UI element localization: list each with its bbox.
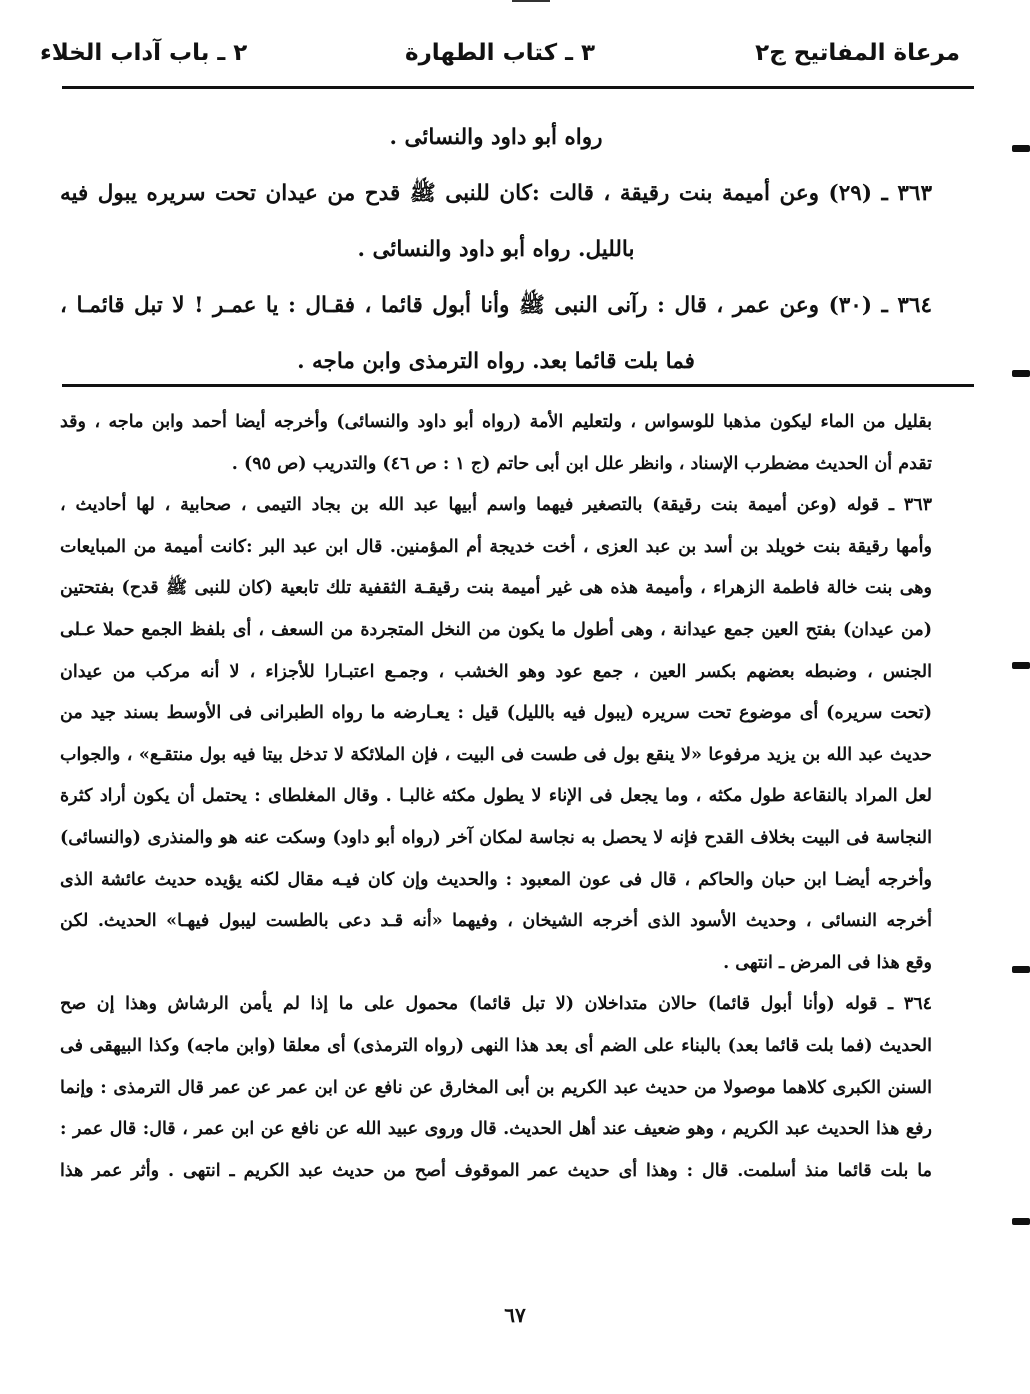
commentary-line: تقدم أن الحديث مضطرب الإسناد ، وانظر علل ابن أبى حاتم (ج ١ : ص ٤٦) والتدريب (ص ٩٥) . bbox=[231, 453, 932, 474]
commentary-line: وأخرجه أيضـا ابن حبان والحاكم ، قال فى عون المعبود : والحديث وإن كان فيـه مقال لكنه يؤيده حديث عائشة الذى bbox=[60, 869, 932, 890]
commentary-line: السنن الكبرى كلاهما موصولا من حديث عبد الكريم بن أبى المخارق عن نافع عن ابن عمر عن عمر قال الترمذى : وإنما bbox=[60, 1077, 932, 1098]
commentary-line: ما بلت قائما منذ أسلمت. قال : وهذا أى حديث عمر الموقوف أصح من حديث عبد الكريم ـ انتهى . وأثر عمر هذا bbox=[60, 1160, 932, 1181]
commentary-line: الجنس ، وضبطه بعضهم بكسر العين ، جمع عود وهو الخشب ، وجمـع اعتبـارا للأجزاء ، لا أنه مركب من عيدان bbox=[60, 661, 932, 682]
edge-mark bbox=[1012, 370, 1030, 377]
hadith-text bbox=[60, 110, 932, 390]
commentary-line: (من عيدان) بفتح العين جمع عيدانة ، وهى أطول ما يكون من النخل المتجردة من السعف ، أى بلفظ الجمع حملا عـلى bbox=[60, 619, 932, 640]
edge-mark bbox=[1012, 966, 1030, 973]
top-edge-mark bbox=[512, 0, 550, 2]
text-line: بالليل. رواه أبو داود والنسائى . bbox=[357, 237, 635, 262]
commentary-text bbox=[60, 402, 932, 1192]
page-number: ٦٧ bbox=[504, 1303, 526, 1327]
commentary-divider bbox=[62, 384, 974, 387]
commentary-line: الحديث (فما بلت قائما بعد) بالبناء على الضم أى بعد هذا النهى (رواه الترمذى) أى معلقا (وابن ماجه) وكذا البيهقى فى bbox=[60, 1035, 932, 1056]
commentary-line: وقع هذا فى المرض ـ انتهى . bbox=[723, 952, 932, 973]
commentary-line: وهى بنت خالة فاطمة الزهراء ، وأميمة هذه هى غير أميمة بنت رقيقـة الثقفية تلك تابعية (كان للنبى ﷺ قدح) بفتحتين bbox=[60, 578, 932, 599]
header-section: ٢ ـ باب آداب الخلاء bbox=[40, 40, 248, 66]
text-line: ٣٦٣ ـ (٢٩) وعن أميمة بنت رقيقة ، قالت :كان للنبى ﷺ قدح من عيدان تحت سريره يبول فيه bbox=[60, 181, 932, 206]
commentary-line: رفع هذا الحديث عبد الكريم ، وهو ضعيف عند أهل الحديث. قال وروى عبيد الله عن نافع عن ابن عمر ، قال: قال عمر : bbox=[60, 1119, 932, 1140]
edge-mark bbox=[1012, 662, 1030, 669]
header-chapter: ٣ ـ كتاب الطهارة bbox=[404, 40, 596, 66]
header-book-title: مرعاة المفاتيح ج٢ bbox=[755, 40, 960, 66]
commentary-line: النجاسة فى البيت بخلاف القدح فإنه لا يحصل به نجاسة لمكان آخر (رواه أبو داود) وسكت عنه هو والمنذرى (والنسائى) bbox=[60, 827, 932, 848]
text-line: رواه أبو داود والنسائى . bbox=[389, 125, 603, 150]
running-header bbox=[40, 32, 960, 80]
commentary-line: أخرجه النسائى ، وحديث الأسود الذى أخرجه الشيخان ، وفيهما «أنه قـد دعى بالطست ليبول فيهـا» الحديث. لكن bbox=[60, 911, 932, 932]
commentary-line: بقليل من الماء ليكون مذهبا للوسواس ، ولتعليم الأمة (رواه أبو داود والنسائى) وأخرجه أيضا أحمد وابن ماجه ، وقد bbox=[60, 412, 932, 432]
text-line: فما بلت قائما بعد. رواه الترمذى وابن ماجه . bbox=[297, 349, 695, 374]
commentary-line: ٣٦٤ ـ قوله (وأنا أبول قائما) حالان متداخلان (لا تبل قائما) محمول على ما إذا لم يأمن الرشاش وهذا إن صح bbox=[60, 994, 932, 1015]
commentary-line: وأمها رقيقة بنت خويلد بن أسد بن عبد العزى ، أخت خديجة أم المؤمنين. قال ابن عبد البر :كانت أميمة من المبايعات bbox=[60, 536, 932, 557]
edge-mark bbox=[1012, 1218, 1030, 1225]
header-rule bbox=[62, 86, 974, 89]
text-line: ٣٦٤ ـ (٣٠) وعن عمر ، قال : رآنى النبى ﷺ وأنا أبول قائما ، فقـال : يا عمـر ! لا تبل قائمـا ، bbox=[60, 293, 932, 318]
commentary-line: (تحت سريره) أى موضوع تحت سريره (يبول فيه بالليل) قيل : يعـارضه ما رواه الطبرانى فى الأوسط بسند جيد من bbox=[60, 703, 932, 724]
commentary-line: لعل المراد بالنقاعة طول مكثه ، وما يجعل فى الإناء لا يطول مكثه غالبـا . وقال المغلطاى : يحتمل أن يكون أراد كثرة bbox=[60, 786, 932, 807]
commentary-line: حديث عبد الله بن يزيد مرفوعا «لا ينقع بول فى طست فى البيت ، فإن الملائكة لا تدخل بيتا فيه بول منتقـع» ، والجواب bbox=[60, 744, 932, 765]
commentary-line: ٣٦٣ ـ قوله (وعن أميمة بنت رقيقة) بالتصغير فيهما واسم أبيها عبد الله بن بجاد التيمى ، صحابية ، لها أحاديث ، bbox=[60, 495, 932, 516]
edge-mark bbox=[1012, 145, 1030, 152]
